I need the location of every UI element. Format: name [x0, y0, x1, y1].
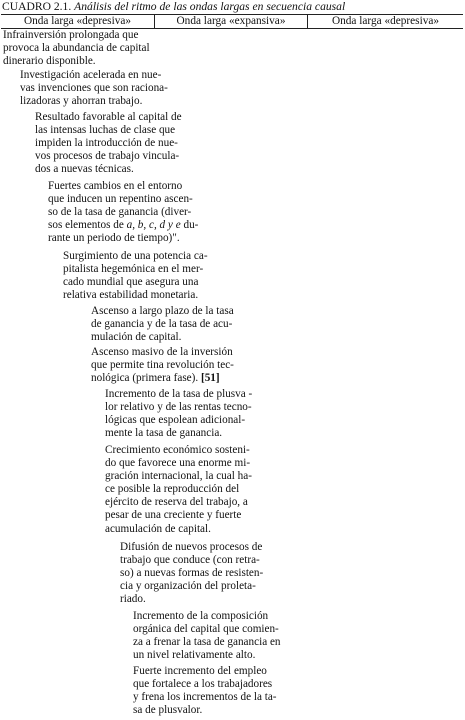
item-line: lógicas que espolean adicional-: [105, 414, 246, 427]
sequence-item: [63, 250, 208, 302]
item-line: impiden la introducción de nue-: [35, 137, 178, 150]
item-line: Fuerte incremento del empleo: [133, 665, 267, 677]
caption-number: CUADRO 2.1.: [2, 0, 72, 13]
item-line: gración internacional, la cual ha-: [105, 470, 252, 483]
sequence-item: [20, 69, 168, 108]
item-line: ejército de reserva del trabajo, a: [105, 496, 248, 509]
item-line: Incremento de la tasa de plusva -: [105, 388, 253, 400]
footnote-marker: [51]: [200, 372, 220, 385]
item-line: Fuertes cambios en el entorno: [48, 180, 183, 192]
item-line: Ascenso a largo plazo de la tasa: [91, 305, 234, 317]
item-line: riado.: [120, 593, 146, 606]
item-line: Infrainversión prolongada que: [3, 29, 139, 41]
item-line: Investigación acelerada en nue-: [20, 69, 162, 81]
item-line: so) a nuevas formas de resisten-: [120, 567, 264, 580]
item-line: mente la tasa de ganancia.: [105, 427, 223, 440]
sequence-item: [105, 444, 252, 536]
item-line: lizadoras y ahorran trabajo.: [20, 95, 143, 108]
item-line: za a frenar la tasa de ganancia en: [133, 636, 281, 649]
item-line: que permite tina revolución tec-: [91, 359, 234, 372]
sequence-item: [91, 305, 234, 344]
item-line: cia y organización del proleta-: [120, 580, 256, 593]
item-line: que inducen un repentino ascen-: [48, 193, 193, 206]
item-line: vos procesos de trabajo vincula-: [35, 150, 180, 163]
item-line: relativa estabilidad monetaria.: [63, 289, 199, 302]
column-header-expansiva: Onda larga «expansiva»: [176, 15, 286, 27]
item-line: Ascenso masivo de la inversión: [91, 346, 233, 358]
item-line: dos a nuevas técnicas.: [35, 163, 134, 176]
table-caption: [2, 0, 345, 13]
sequence-item: [105, 388, 252, 440]
item-line: y frena los incrementos de la ta-: [133, 691, 277, 704]
item-line: acumulación de capital.: [105, 522, 211, 535]
sequence-item: [91, 346, 234, 385]
caption-title: Análisis del ritmo de las ondas largas en secuencia causal: [74, 0, 346, 13]
item-line: rante un periodo de tiempo)".: [48, 232, 180, 245]
column-header-depresiva-1: Onda larga «depresiva»: [23, 15, 132, 27]
sequence-item: [120, 541, 263, 606]
item-line: que fortalece a los trabajadores: [133, 678, 273, 691]
item-line: Incremento de la composición: [133, 610, 269, 622]
item-line: las intensas luchas de clase que: [35, 124, 176, 137]
item-line: dinerario disponible.: [3, 55, 96, 68]
item-line: lor relativo y de las rentas tecno-: [105, 401, 252, 414]
item-line: cado mundial que asegura una: [63, 276, 199, 289]
item-line: sos elementos de a, b, c, d y e du-: [48, 219, 199, 232]
item-line: Difusión de nuevos procesos de: [120, 541, 263, 553]
item-line: so de la tasa de ganancia (diver-: [48, 206, 192, 219]
item-line: mulación de capital.: [91, 331, 182, 344]
sequence-item: [48, 180, 198, 245]
item-line: do que favorece una enorme mi-: [105, 457, 251, 470]
item-line: Crecimiento económico sosteni-: [105, 444, 250, 456]
item-line: de ganancia y de la tasa de acu-: [91, 318, 233, 331]
item-line: pitalista hegemónica en el mer-: [63, 263, 204, 276]
item-line: Resultado favorable al capital de: [35, 111, 182, 123]
sequence-item: [35, 111, 182, 176]
item-line: nológica (primera fase). [51]: [91, 372, 220, 385]
sequence-item: [133, 665, 277, 717]
item-line: provoca la abundancia de capital: [3, 42, 150, 55]
item-line: trabajo que conduce (con retra-: [120, 554, 260, 567]
item-line: un nivel relativamente alto.: [133, 649, 256, 662]
item-line: orgánica del capital que comien-: [133, 623, 279, 636]
column-header-depresiva-2: Onda larga «depresiva»: [331, 15, 440, 27]
item-line: pesar de una creciente y fuerte: [105, 509, 242, 522]
item-line: ce posible la reproducción del: [105, 483, 240, 496]
sequence-item: [133, 610, 281, 662]
sequence-item: [3, 29, 150, 68]
item-line: sa de plusvalor.: [133, 704, 203, 717]
column-header-row: [1, 14, 463, 29]
item-line: vas invenciones que son raciona-: [20, 82, 168, 95]
item-line: Surgimiento de una potencia ca-: [63, 250, 208, 262]
